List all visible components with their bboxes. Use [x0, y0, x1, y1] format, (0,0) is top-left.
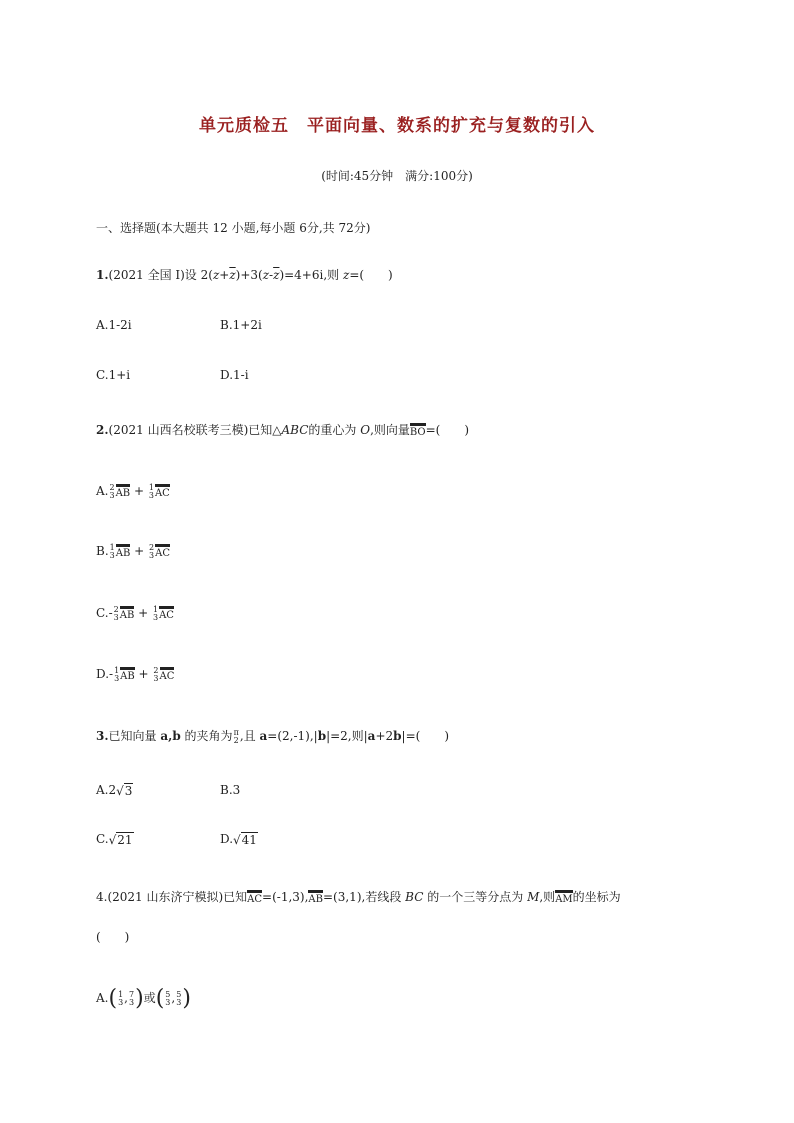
question-text: 的重心为 [308, 423, 357, 437]
question-text: +2 [375, 729, 394, 743]
option-label: C. [96, 832, 109, 846]
q1-option-c[interactable]: C.1+i [96, 368, 131, 382]
option-label: D.- [96, 667, 114, 681]
question-text: =(2,-1),| [267, 729, 318, 743]
fraction: 2 3 [109, 482, 115, 500]
vector-ac: AC [247, 890, 262, 905]
sqrt-icon: √21 [108, 832, 133, 847]
vector-b: b [317, 729, 327, 743]
option-label: B. [96, 544, 109, 558]
question-number: 2. [96, 423, 109, 437]
vector-b: b [393, 729, 402, 743]
answer-paren: |=( ) [401, 729, 450, 743]
question-text: 已知向量 [108, 729, 157, 743]
option-label: D. [220, 832, 234, 846]
question-text: (2021 山西名校联考三模)已知△ [108, 423, 282, 437]
paren-open: ( [155, 985, 165, 1011]
fraction: 1 3 [109, 542, 115, 560]
fraction: 5 3 [176, 989, 182, 1007]
op: + [219, 268, 230, 282]
q2-option-a[interactable] [96, 483, 170, 500]
or-text: 或 [143, 991, 156, 1005]
vectors-ab: a,b [160, 729, 181, 743]
vector-bo: BO [410, 423, 426, 438]
fraction-pi-over-2: π 2 [233, 727, 239, 745]
q2-option-d[interactable] [96, 666, 174, 683]
question-text: )+3( [235, 268, 263, 282]
vector-ab: AB [308, 890, 323, 905]
question-text: ,则向量 [370, 423, 410, 437]
page-title: 单元质检五 平面向量、数系的扩充与复数的引入 [199, 116, 595, 136]
q1-option-a[interactable]: A.1-2i [96, 318, 132, 332]
op: + [134, 667, 153, 681]
fraction: 7 3 [129, 989, 135, 1007]
question-4 [96, 889, 621, 905]
fraction: 1 3 [148, 482, 154, 500]
answer-paren: =( ) [349, 268, 393, 282]
question-number: 4. [96, 890, 108, 904]
question-text: )=4+6i,则 [279, 268, 340, 282]
var-z-conj: $\overline{z}$ [229, 268, 236, 282]
answer-paren: =( ) [425, 423, 470, 437]
point-o: O [360, 423, 371, 437]
option-label: A. [96, 991, 109, 1005]
question-3 [96, 728, 449, 745]
question-text: =(-1,3), [262, 890, 309, 904]
q2-option-b[interactable] [96, 543, 170, 560]
fraction: 2 3 [113, 604, 119, 622]
vector-ab: AB [116, 544, 131, 559]
segment-bc: BC [405, 890, 424, 904]
answer-paren: ( ) [96, 930, 130, 944]
question-2 [96, 422, 469, 438]
question-text: ,且 [239, 729, 256, 743]
q3-option-d[interactable] [220, 831, 258, 848]
question-text: |=2,则| [326, 729, 368, 743]
q1-option-d[interactable]: D.1-i [220, 368, 249, 382]
vector-ab: AB [120, 667, 135, 682]
paren-close: ) [135, 985, 144, 1011]
vector-am: AM [555, 890, 572, 905]
op: + [130, 544, 148, 558]
option-label: A.2 [96, 783, 117, 797]
triangle-label: ABC [281, 423, 309, 437]
op: + [134, 606, 152, 620]
var-z: z [342, 268, 350, 282]
sqrt-icon: √3 [116, 783, 133, 798]
op: - [269, 268, 274, 282]
vector-ac: AC [155, 544, 170, 559]
vector-a: a [259, 729, 268, 743]
q4-option-a[interactable]: A.( 1 3 , 7 3 )或( 5 3 , 5 3 ) [96, 985, 191, 1011]
var-z: z [262, 268, 270, 282]
vector-ac: AC [160, 667, 175, 682]
question-1 [96, 267, 393, 283]
fraction: 2 3 [153, 665, 159, 683]
fraction: 1 3 [118, 989, 124, 1007]
exam-info: (时间:45分钟 满分:100分) [321, 169, 473, 183]
q2-option-c[interactable] [96, 605, 174, 622]
question-text: (2021 全国 Ⅰ)设 2( [108, 268, 213, 282]
q3-option-c[interactable] [96, 831, 134, 848]
section-heading: 一、选择题(本大题共 12 小题,每小题 6分,共 72分) [96, 221, 371, 235]
paren-close: ) [182, 985, 191, 1011]
question-number: 3. [96, 729, 109, 743]
question-text: 的一个三等分点为 [427, 890, 524, 904]
q3-option-b[interactable]: B.3 [220, 783, 241, 797]
vector-ab: AB [120, 606, 135, 621]
op: + [130, 484, 148, 498]
fraction: 5 3 [165, 989, 171, 1007]
option-label: C.- [96, 606, 113, 620]
option-label: A. [96, 484, 109, 498]
question-text: 的夹角为 [184, 729, 233, 743]
fraction: 1 3 [114, 665, 120, 683]
vector-ac: AC [155, 484, 170, 499]
paren-open: ( [108, 985, 118, 1011]
vector-ab: AB [116, 484, 131, 499]
question-text: (2021 山东济宁模拟)已知 [107, 890, 248, 904]
fraction: 1 3 [152, 604, 159, 622]
question-text: 的坐标为 [572, 890, 621, 904]
question-number: 1. [96, 268, 109, 282]
q1-option-b[interactable]: B.1+2i [220, 318, 262, 332]
point-m: M [527, 890, 540, 904]
vector-ac: AC [159, 606, 174, 621]
var-z: z [212, 268, 220, 282]
question-text: ,则 [539, 890, 556, 904]
fraction: 2 3 [149, 542, 155, 560]
question-text: =(3,1),若线段 [323, 890, 402, 904]
sqrt-icon: √41 [233, 832, 257, 847]
q3-option-a[interactable] [96, 782, 133, 799]
vector-a: a [367, 729, 376, 743]
var-z-conj: $\overline{z}$ [273, 268, 280, 282]
